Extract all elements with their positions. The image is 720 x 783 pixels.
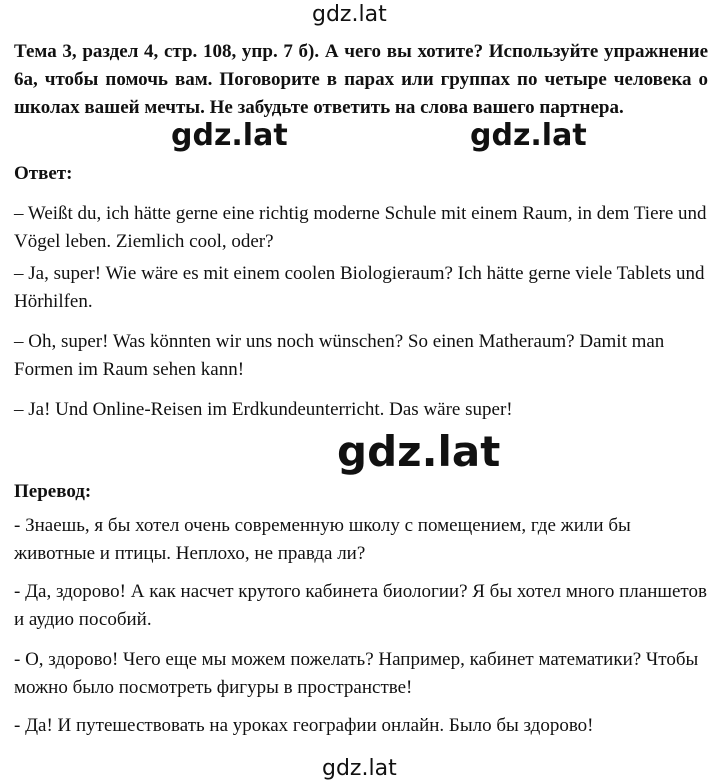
watermark-top: gdz.lat [312,2,387,27]
watermark-bottom: gdz.lat [322,756,397,781]
answer-line-3: – Oh, super! Was könnten wir uns noch wünschen? So einen Matheraum? Damit man Formen im Raum sehen kann! [14,331,665,380]
answer-line-2: – Ja, super! Wie wäre es mit einem coolen Biologieraum? Ich hätte gerne viele Tablets und Hörhilfen. [14,263,705,312]
translation-line-1: - Знаешь, я бы хотел очень современную школу с помещением, где жили бы животные и птицы. Неплохо, не правда ли? [14,515,631,564]
answer-line-4: – Ja! Und Online-Reisen im Erdkundeunterricht. Das wäre super! [14,399,513,420]
translation-heading: Перевод: [14,481,92,502]
watermark-middle-right: gdz.lat [470,118,587,153]
watermark-center: gdz.lat [331,427,506,476]
answer-line-1: – Weißt du, ich hätte gerne eine richtig moderne Schule mit einem Raum, in dem Tiere und Vögel leben. Ziemlich cool, oder? [14,203,707,252]
translation-line-3: - О, здорово! Чего еще мы можем пожелать? Например, кабинет математики? Чтобы можно было посмотреть фигуры в пространстве! [14,649,699,698]
answer-heading: Ответ: [14,163,73,184]
translation-line-4: - Да! И путешествовать на уроках географии онлайн. Было бы здорово! [14,715,594,736]
translation-line-2: - Да, здорово! А как насчет крутого кабинета биологии? Я бы хотел много планшетов и аудио пособий. [14,581,707,630]
watermark-middle-left: gdz.lat [171,118,288,153]
task-text: Тема 3, раздел 4, стр. 108, упр. 7 б). А чего вы хотите? Используйте упражнение 6a, чтобы помочь вам. Поговорите в парах или группах по четыре человека о школах вашей мечты. Не забудьте ответить на слова вашего партнера. [14,41,708,118]
